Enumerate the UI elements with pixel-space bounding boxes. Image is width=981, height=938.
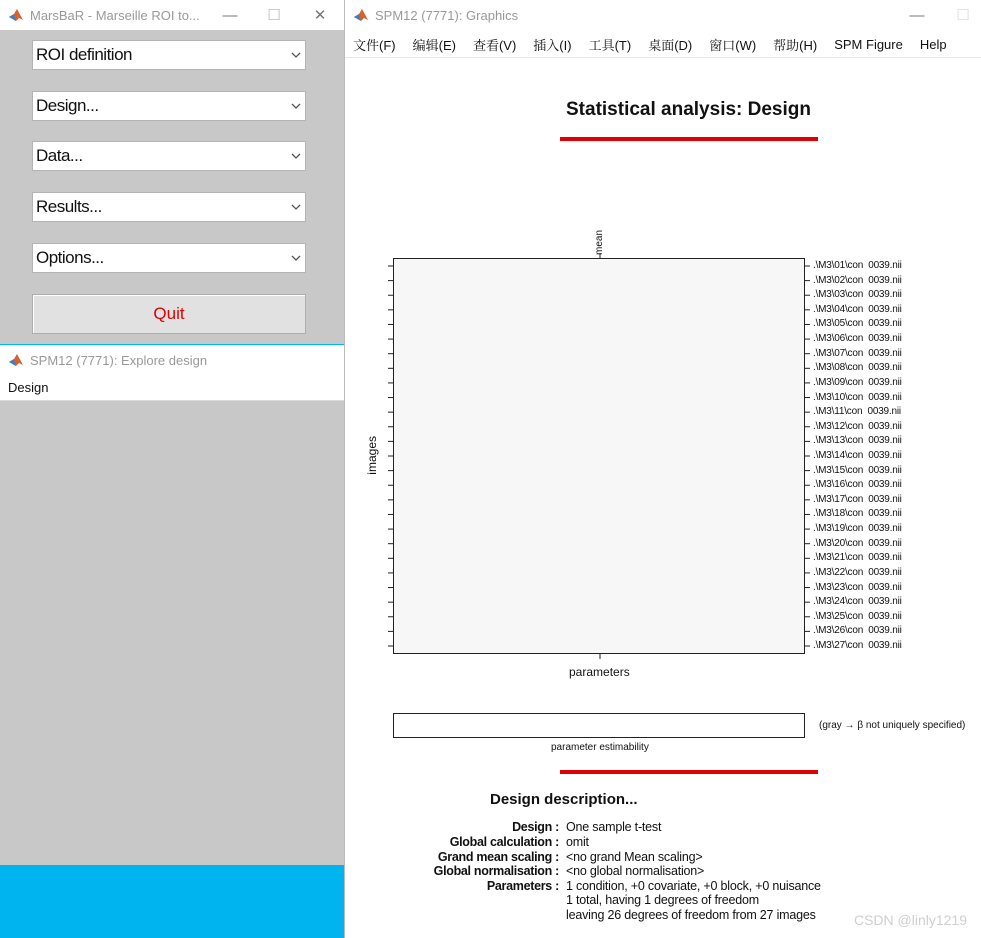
row-label: .\M3\13\con 0039.nii (813, 435, 902, 447)
row-label: .\M3\27\con 0039.nii (813, 640, 902, 651)
design-dropdown[interactable] (32, 91, 306, 121)
row-label: .\M3\06\con 0039.nii (813, 333, 902, 345)
row-label: .\M3\08\con 0039.nii (813, 362, 902, 374)
roi-definition-dropdown[interactable] (32, 40, 306, 70)
row-label: .\M3\21\con 0039.nii (813, 552, 902, 564)
estimability-note: (gray → β not uniquely specified) (819, 720, 966, 731)
marsbar-maximize-button[interactable]: ☐ (267, 7, 281, 24)
graphics-menubar (345, 32, 981, 58)
row-label: .\M3\22\con 0039.nii (813, 566, 902, 578)
menu-help-cn[interactable]: 帮助(H) (773, 38, 818, 53)
title-underline (560, 137, 818, 141)
graphics-window (344, 0, 981, 938)
desc-extra-line: 1 total, having 1 degrees of freedom (566, 893, 759, 907)
design-label: Design... (36, 96, 99, 115)
results-label: Results... (36, 197, 102, 216)
y-axis-label: images (365, 436, 379, 475)
explore-menubar (0, 375, 344, 401)
options-dropdown[interactable] (32, 243, 306, 273)
desc-key-grand-mean-scaling: Grand mean scaling : (437, 850, 559, 864)
row-label: .\M3\09\con 0039.nii (813, 376, 902, 388)
menu-spm-figure[interactable]: SPM Figure (834, 37, 903, 52)
matlab-icon (353, 7, 369, 23)
desc-key-design: Design : (512, 820, 559, 834)
results-dropdown[interactable] (32, 192, 306, 222)
data-dropdown[interactable] (32, 141, 306, 171)
row-label: .\M3\04\con 0039.nii (813, 303, 902, 315)
menu-file[interactable]: 文件(F) (353, 38, 396, 53)
graphics-maximize-button[interactable]: ☐ (956, 7, 970, 24)
options-label: Options... (36, 248, 104, 267)
desc-val-parameters: 1 condition, +0 covariate, +0 block, +0 nuisance (566, 879, 821, 893)
graphics-minimize-button[interactable]: — (909, 6, 925, 24)
matlab-icon (8, 7, 24, 23)
row-label: .\M3\16\con 0039.nii (813, 479, 902, 491)
menu-design[interactable]: Design (8, 380, 49, 395)
marsbar-window (0, 0, 344, 344)
menu-insert[interactable]: 插入(I) (533, 38, 572, 53)
row-label: .\M3\03\con 0039.nii (813, 289, 902, 301)
roi-definition-label: ROI definition (36, 45, 132, 64)
figure-title: Statistical analysis: Design (566, 99, 811, 120)
section-divider (560, 770, 818, 774)
desc-val-global-calculation: omit (566, 835, 589, 849)
row-label: .\M3\14\con 0039.nii (813, 450, 902, 461)
chevron-down-icon (289, 197, 303, 217)
row-label: .\M3\25\con 0039.nii (813, 610, 902, 622)
marsbar-title: MarsBaR - Marseille ROI to... (30, 7, 200, 23)
graphics-title: SPM12 (7771): Graphics (375, 7, 519, 23)
chevron-down-icon (289, 96, 303, 116)
desc-key-global-normalisation: Global normalisation : (433, 864, 559, 878)
desc-extra-line: leaving 26 degrees of freedom from 27 images (566, 908, 816, 922)
desc-val-global-normalisation: <no global normalisation> (566, 864, 705, 878)
row-label: .\M3\10\con 0039.nii (813, 391, 902, 403)
parameter-estimability-bar (393, 713, 805, 738)
menu-tools[interactable]: 工具(T) (588, 38, 632, 53)
quit-button[interactable]: Quit (32, 294, 306, 334)
graphics-titlebar[interactable] (345, 0, 981, 30)
watermark: CSDN @linly1219 (853, 912, 967, 928)
desc-key-parameters: Parameters : (486, 879, 559, 893)
row-label: .\M3\01\con 0039.nii (813, 260, 902, 271)
menu-desktop[interactable]: 桌面(D) (648, 38, 693, 53)
explore-titlebar[interactable] (0, 345, 344, 375)
row-label: .\M3\02\con 0039.nii (813, 274, 902, 286)
estimability-label: parameter estimability (551, 742, 649, 753)
row-label: .\M3\24\con 0039.nii (813, 596, 902, 608)
column-label-mean: mean (594, 229, 605, 255)
chevron-down-icon (289, 45, 303, 65)
menu-window[interactable]: 窗口(W) (709, 38, 757, 53)
desc-val-design: One sample t-test (566, 820, 662, 834)
data-label: Data... (36, 146, 83, 165)
marsbar-close-button[interactable]: ✕ (313, 7, 327, 24)
matlab-icon (8, 352, 24, 368)
row-label: .\M3\17\con 0039.nii (813, 493, 902, 505)
menu-help[interactable]: Help (919, 37, 947, 52)
row-label: .\M3\19\con 0039.nii (813, 523, 902, 535)
design-description-heading: Design description... (490, 791, 638, 808)
row-label: .\M3\15\con 0039.nii (813, 464, 902, 476)
row-label: .\M3\18\con 0039.nii (813, 508, 902, 520)
row-label: .\M3\12\con 0039.nii (813, 420, 902, 432)
chevron-down-icon (289, 146, 303, 166)
explore-design-window (0, 345, 344, 865)
row-label: .\M3\20\con 0039.nii (813, 537, 902, 549)
chevron-down-icon (289, 248, 303, 268)
menu-edit[interactable]: 编辑(E) (412, 38, 456, 53)
row-label: .\M3\23\con 0039.nii (813, 581, 902, 593)
desc-val-grand-mean-scaling: <no grand Mean scaling> (566, 850, 703, 864)
x-axis-label: parameters (569, 665, 630, 679)
row-label: .\M3\07\con 0039.nii (813, 347, 902, 359)
row-label: .\M3\05\con 0039.nii (813, 318, 902, 330)
row-label: .\M3\26\con 0039.nii (813, 625, 902, 637)
explore-title: SPM12 (7771): Explore design (30, 352, 208, 368)
menu-view[interactable]: 查看(V) (472, 38, 517, 53)
desc-key-global-calculation: Global calculation : (449, 835, 559, 849)
marsbar-minimize-button[interactable]: — (222, 6, 238, 24)
row-label: .\M3\11\con 0039.nii (813, 406, 901, 418)
design-matrix (393, 258, 805, 654)
